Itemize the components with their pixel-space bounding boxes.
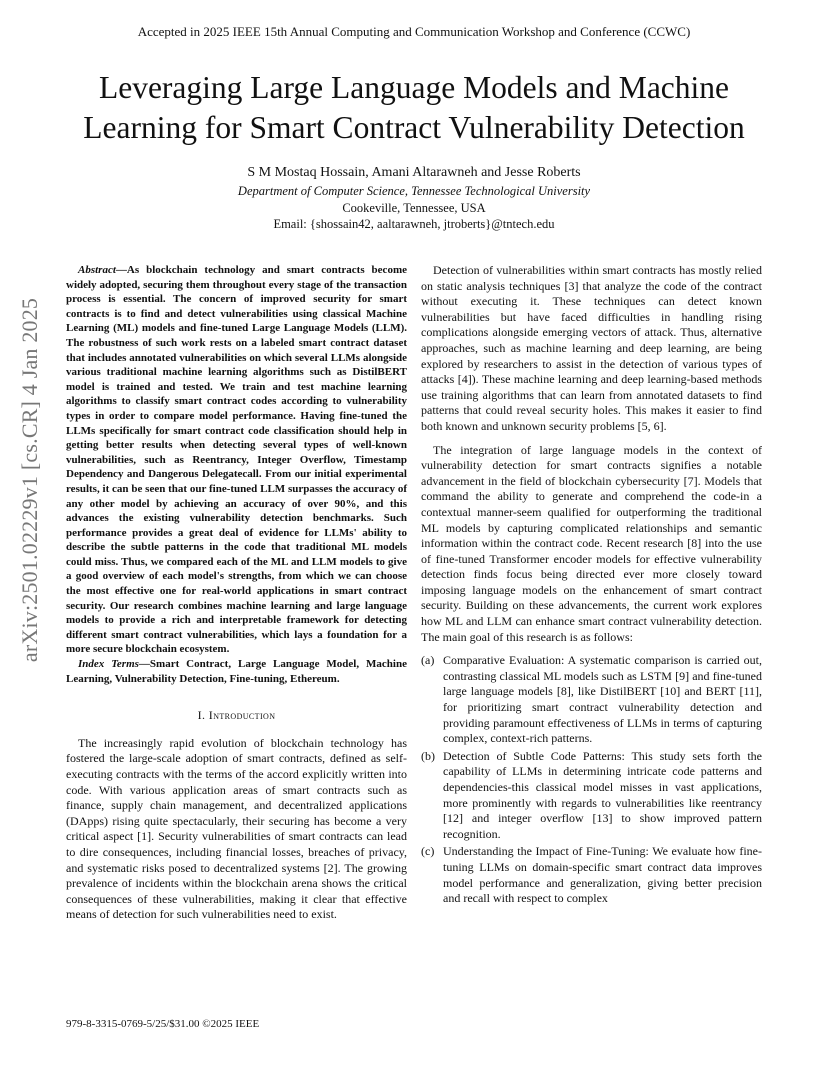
list-item — [421, 749, 762, 843]
left-column — [66, 263, 407, 923]
list-item — [421, 844, 762, 906]
title-line-1: Leveraging Large Language Models and Machine — [98, 70, 730, 105]
venue-line: Accepted in 2025 IEEE 15th Annual Computing and Communication Workshop and Conference (CCWC) — [137, 24, 691, 39]
list-item-text: Comparative Evaluation: A systematic comparison is carried out, contrasting classical ML models such as LSTM [9] and fine-tuned large language models [8], like DistilBERT [10] and BERT [11], for prioritizing smart contract vulnerability detection and providing paramount effectiveness of LLMs in terms of capturing complex, context-rich patterns. — [443, 653, 762, 746]
abstract-text: —As blockchain technology and smart contracts become widely adopted, securing them throughout every stage of the transaction process is essential. The concern of improved security for smart contracts is to find and detect vulnerabilities using classical Machine Learning (ML) models and fine-tuned Large Language Models (LLM). The robustness of such work rests on a labeled smart contract dataset that includes annotated vulnerabilities on which several LLMs alongside various traditional machine learning algorithms such as DistilBERT model is trained and tested. We train and test machine learning algorithms to classify smart contract codes according to vulnerability types in order to compare model performance. Having fine-tuned the LLMs specifically for smart contract code classification should help in getting better results when detecting several types of well-known vulnerabilities, such as Reentrancy, Integer Overflow, Timestamp Dependency and Dangerous Delegatecall. From our initial experimental results, it can be seen that our fine-tuned LLM surpasses the accuracy of any other model by achieving an accuracy of over 90%, and this advances the existing vulnerability detection benchmarks. Such performance provides a great deal of evidence for LLMs' ability to describe the subtle patterns in the code that traditional ML models could miss. Thus, we compared each of the ML and LLM models to give a good overview of each model's strengths, from which we can choose the most effective one for real-world applications in smart contract security. Our research combines machine learning and large language models to provide a rich and interpretable framework for detecting different smart contract vulnerabilities, which lays a foundation for a more secure blockchain ecosystem. — [66, 264, 407, 656]
intro-paragraph-1: The increasingly rapid evolution of blockchain technology has fostered the large-scale adoption of smart contracts, defined as self-executing contracts with the terms of the accord explicitly written into code. With various application areas of smart contracts such as finance, supply chain management, and decentralized applications (DApps) rising quite spectacularly, their securing has become a very critical aspect [1]. Security vulnerabilities of smart contracts can lead to dire consequences, including financial losses, breaches of privacy, and systematic risks posed to decentralized systems [2]. The growing prevalence of incidents within the blockchain arena shows the critical consequences of these vulnerabilities, making it clear that effective means of detection for such vulnerabilities need to exist. — [66, 735, 407, 922]
affiliation-city: Cookeville, Tennessee, USA — [342, 201, 486, 215]
list-item — [421, 653, 762, 747]
index-terms-text: —Smart Contract, Large Language Model, Machine Learning, Vulnerability Detection, Fine-tuning, Ethereum. — [66, 658, 407, 685]
author-emails: Email: {shossain42, aaltarawneh, jtroberts}@tntech.edu — [273, 217, 555, 231]
author-list: S M Mostaq Hossain, Amani Altarawneh and Jesse Roberts — [247, 165, 581, 180]
index-terms — [66, 657, 407, 686]
right-column — [421, 263, 762, 909]
index-terms-label: Index Terms — [78, 658, 139, 671]
title-line-2: Learning for Smart Contract Vulnerability Detection — [83, 110, 745, 145]
list-item-label: (c) — [421, 844, 435, 859]
abstract-label: Abstract — [78, 264, 116, 276]
list-item-text: Detection of Subtle Code Patterns: This study sets forth the capability of LLMs in determining intricate code patterns and dependencies-this classical model misses in vast applications, more prominently with regards to vulnerabilities like reentrancy [12] and integer overflow [13] to show improved pattern recognition. — [443, 748, 762, 841]
affiliation-department: Department of Computer Science, Tennessee Technological University — [237, 184, 591, 198]
list-item-text: Understanding the Impact of Fine-Tuning: We evaluate how fine-tuning LLMs on domain-specific smart contract data improves model performance and generalization, giving better precision and recall with respect to complex — [443, 844, 762, 906]
abstract — [66, 263, 407, 657]
right-paragraph-1: Detection of vulnerabilities within smart contracts has mostly relied on static analysis techniques [3] that analyze the code of the contract without executing it. These techniques can detect known vulnerabilities but have faced difficulties in handling rising complications alongside emerging vectors of attack. Thus, alternative approaches, such as machine learning and deep learning, are being explored by researchers to assist in the detection of various types of attacks [4]). These machine learning and deep learning-based methods use training algorithms that can learn from annotated datasets to find patterns that could reveal security holes. This makes it easier to find both known and unknown security problems [5, 6]. — [421, 263, 762, 433]
right-paragraph-2: The integration of large language models in the context of vulnerability detection for smart contracts signifies a notable advancement in the field of blockchain cybersecurity [7]. Models that command the ability to generate and comprehend the code-in a contextual manner-seem qualified for outperforming the traditional ML models by capturing complicated relationships and semantic information within the contract code. Recent research [8] into the use of fine-tuned Transformer encoder models for effective vulnerability detection finds focus being directed ever more closely toward imposing language models on the enhancement of smart contract security. Building on these advancements, the current work explores how ML and LLM can enhance smart contract vulnerability detection. The main goal of this research is as follows: — [421, 442, 762, 644]
copyright-footer: 979-8-3315-0769-5/25/$31.00 ©2025 IEEE — [66, 1018, 260, 1030]
section-heading: I. Introduction — [197, 708, 276, 723]
list-item-label: (b) — [421, 748, 435, 763]
arxiv-sidebar-id: arXiv:2501.02229v1 [cs.CR] 4 Jan 2025 — [17, 297, 42, 663]
list-item-label: (a) — [421, 653, 435, 668]
paper-title — [40, 68, 788, 148]
